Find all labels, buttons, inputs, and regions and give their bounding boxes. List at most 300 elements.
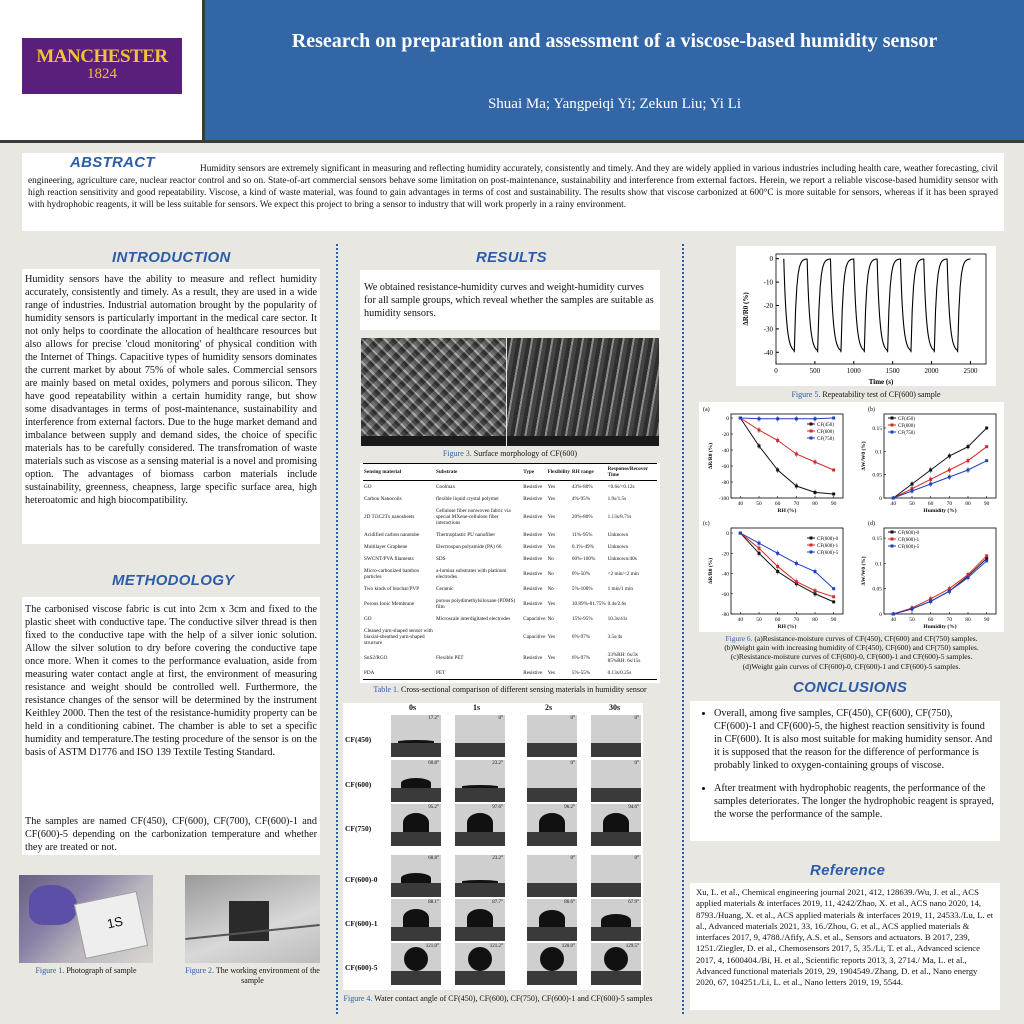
panel-label: (b) — [868, 407, 875, 413]
figure2-num: Figure 2. — [185, 966, 215, 975]
figure6a-chart — [699, 402, 851, 514]
angle-value: 0° — [634, 856, 639, 861]
comparison-table — [363, 463, 657, 680]
table-cell: Multilayer Graphene — [364, 544, 408, 550]
angle-value: 0° — [570, 716, 575, 721]
sample-label: CF(600)-1 — [345, 919, 378, 928]
droplet-image — [527, 804, 577, 846]
substrate — [591, 743, 641, 757]
methodology-text1: The carbonised viscose fabric is cut into 2cm x 3cm and fixed to the plastic sheet with conductive tape. The conductive silver thread is then fixed to the conductive tape with the help of a silver ionic solution. Allow the silver solution to dry before covering the conductive tape once more. When it comes to the performance evaluation, aside from measuring water contact angle at first, the environment of measuring resistance and weight should be controlled well. Furthermore, the resistance changes of the sensor will be determined by the instrument Keithley 2000. Then the test of the resistance-humidity property can be held in a conditioning cabinet. The chamber is able to set a specific humidity and temperature.The testing procedure of the sensor is on the basis of ASTM D1776 and ISO 139 Textile Testing Standard. — [25, 604, 317, 758]
table-cell: Cleaned yarn-shaped sensor with biaxial-sheathed yarn-shaped structure — [364, 628, 433, 646]
y-tick-label: -80 — [721, 612, 729, 618]
header-banner — [205, 0, 1024, 143]
data-point — [985, 554, 988, 557]
angle-value: 97.6° — [492, 805, 503, 810]
angle-value: 87.7° — [492, 900, 503, 905]
y-tick-label: 0.05 — [872, 586, 882, 593]
legend-label: CF(750) — [898, 431, 915, 436]
table-cell: Resistive — [523, 514, 543, 520]
table-cell: <0.6s/<0.12s — [607, 484, 635, 490]
y-tick-label: -60 — [721, 591, 729, 598]
table-cell: Capacitive — [523, 634, 546, 640]
droplet-image — [591, 804, 641, 846]
angle-value: 95.2° — [428, 805, 439, 810]
substrate — [527, 927, 577, 941]
table-row — [363, 529, 657, 541]
table-cell: SDS — [436, 556, 446, 562]
conclusions-heading: CONCLUSIONS — [793, 679, 908, 696]
angle-value: 96.2° — [564, 805, 575, 810]
droplet-image — [391, 804, 441, 846]
conclusion-item: • After treatment with hydrophobic reagents, the performance of the samples deteriorates. The longer the hydrophobic reagent is sprayed, the worse the performance of the sample. — [714, 782, 994, 821]
x-tick-label: 70 — [793, 501, 800, 507]
droplet-image — [391, 943, 441, 985]
droplet-image — [527, 855, 577, 897]
x-tick-label: 90 — [830, 617, 837, 623]
substrate — [391, 788, 441, 802]
legend-marker — [891, 538, 894, 541]
x-tick-label: 40 — [737, 501, 744, 507]
droplet-image — [455, 804, 505, 846]
y-tick-label: -40 — [763, 348, 773, 357]
substrate — [527, 971, 577, 985]
droplet-image — [591, 943, 641, 985]
x-tick-label: 50 — [909, 501, 915, 507]
table-cell: Yes — [546, 667, 570, 680]
substrate — [391, 927, 441, 941]
x-tick-label: 80 — [965, 501, 971, 507]
droplet-image — [527, 715, 577, 757]
series-line — [893, 556, 986, 614]
legend-label: CF(450) — [817, 423, 834, 428]
droplet — [604, 947, 628, 971]
droplet — [539, 813, 565, 832]
droplet-image — [527, 943, 577, 985]
table1-caption — [360, 685, 660, 695]
data-point — [739, 532, 742, 535]
y-tick-label: 0.1 — [875, 449, 882, 456]
figure6-line1: (a)Resistance-moisture curves of CF(450), CF(600) and CF(750) samples. — [754, 634, 978, 643]
angle-value: 23.2° — [492, 761, 503, 766]
angle-value: 120.0° — [561, 944, 575, 949]
figure5-num: Figure 5. — [791, 390, 821, 399]
legend-label: CF(600)-1 — [898, 538, 920, 543]
y-tick-label: 0 — [879, 496, 882, 502]
table-row — [363, 613, 657, 625]
substrate — [591, 927, 641, 941]
x-tick-label: 80 — [812, 617, 818, 623]
table-row — [363, 541, 657, 553]
table-cell: Resistive — [522, 667, 546, 680]
table-cell: porous polydimethylsiloxane (PDMS) film — [436, 598, 516, 610]
table-cell: 20%-80% — [571, 514, 593, 520]
figure3-sem-right — [507, 338, 659, 446]
droplet — [398, 740, 434, 743]
table-row — [363, 667, 657, 680]
figure6d-chart — [852, 516, 1004, 630]
y-axis-label: ΔR/R0 (%) — [742, 292, 750, 326]
legend-label: CF(450) — [898, 417, 915, 422]
table-cell: Microscale interdigitated electrodes — [436, 616, 511, 622]
droplet-image — [391, 899, 441, 941]
droplet — [462, 785, 498, 788]
legend-label: CF(600)-5 — [817, 551, 839, 556]
y-tick-label: -30 — [763, 325, 773, 334]
droplet-image — [391, 855, 441, 897]
angle-value: 17.2° — [428, 716, 439, 721]
panel-label: (d) — [868, 521, 875, 527]
table-cell: Yes — [547, 601, 555, 607]
figure5-chart — [736, 246, 996, 386]
conclusions-panel — [690, 701, 1000, 841]
x-axis-label: Humidity (%) — [923, 624, 957, 630]
droplet-image — [455, 715, 505, 757]
table-row — [363, 553, 657, 565]
data-point — [985, 559, 988, 562]
legend-label: CF(750) — [817, 437, 834, 442]
angle-value: 0° — [634, 716, 639, 721]
x-tick-label: 40 — [890, 617, 897, 623]
y-tick-label: -10 — [763, 278, 773, 287]
substrate — [391, 743, 441, 757]
substrate — [455, 743, 505, 757]
x-tick-label: 500 — [809, 367, 821, 375]
angle-value: 0° — [570, 761, 575, 766]
droplet — [467, 813, 493, 832]
legend-label: CF(600)-0 — [898, 531, 920, 536]
table-cell: 2D Ti3C2Tx nanosheets — [364, 514, 415, 520]
y-tick-label: -80 — [721, 480, 729, 486]
data-point — [832, 587, 835, 590]
table-cell: Unknown/40s — [607, 556, 637, 562]
table-row — [363, 481, 657, 494]
figure4-text: Water contact angle of CF(450), CF(600), CF(750), CF(600)-1 and CF(600)-5 samples — [374, 994, 653, 1003]
droplet-image — [391, 760, 441, 802]
y-tick-label: 0 — [769, 255, 773, 264]
droplet — [403, 909, 429, 927]
table-cell: a-lumina substrates with platinum electrodes — [436, 568, 507, 580]
table-cell: 1 min/1 min — [607, 586, 634, 592]
table-cell: Yes — [547, 496, 555, 502]
legend-marker — [891, 417, 894, 420]
table-cell: Yes — [547, 634, 555, 640]
angle-value: 94.6° — [628, 805, 639, 810]
data-point — [739, 417, 742, 420]
angle-value: 121.2° — [489, 944, 503, 949]
x-axis-label: RH (%) — [777, 624, 797, 630]
figure1-photo — [19, 875, 153, 963]
sem-weave — [361, 338, 506, 446]
figure6-panel — [699, 402, 1004, 632]
substrate — [391, 832, 441, 846]
droplet — [603, 813, 629, 832]
sample-label: CF(600)-0 — [345, 875, 378, 884]
x-axis-label: RH (%) — [777, 508, 797, 514]
authors: Shuai Ma; Yangpeiqi Yi; Zekun Liu; Yi Li — [487, 96, 742, 112]
droplet-image — [455, 855, 505, 897]
data-point — [985, 445, 988, 448]
table-cell: flexible liquid crystal polymer — [436, 496, 499, 502]
table1-num: Table 1. — [373, 685, 400, 694]
y-tick-label: 0 — [879, 612, 882, 618]
figure5-caption — [736, 390, 996, 400]
angle-value: 60.8° — [428, 761, 439, 766]
y-tick-label: -40 — [721, 448, 729, 454]
time-label: 2s — [545, 703, 553, 712]
table-cell: No — [547, 556, 554, 562]
y-tick-label: 0 — [726, 531, 729, 538]
table-header-cell: RH range — [571, 464, 607, 481]
x-tick-label: 40 — [890, 501, 897, 507]
table-cell: 60%-100% — [571, 556, 596, 562]
table-cell: Coolmax — [436, 484, 456, 490]
y-axis-label: ΔW/W0 (%) — [861, 441, 867, 471]
legend-marker — [810, 437, 813, 440]
table-cell: Unknown — [607, 544, 629, 550]
table-row — [363, 505, 657, 529]
x-tick-label: 0 — [774, 367, 778, 375]
table-row — [363, 649, 657, 667]
substrate — [455, 971, 505, 985]
time-label: 0s — [409, 703, 417, 712]
angle-value: 121.0° — [425, 944, 439, 949]
x-tick-label: 50 — [909, 617, 915, 623]
x-tick-label: 90 — [983, 501, 990, 507]
table-cell: 0.13s/0.25s — [607, 667, 657, 680]
series-line — [893, 561, 986, 614]
droplet — [540, 947, 564, 971]
table-cell: 0.4s/2.6s — [607, 601, 627, 607]
abstract-text — [28, 163, 998, 211]
droplet-image — [527, 899, 577, 941]
droplet-image — [455, 760, 505, 802]
table-cell: Micro-carbonized bamboo particles — [364, 568, 420, 580]
reference-panel — [690, 883, 1000, 1010]
data-point — [892, 497, 895, 500]
series-line — [893, 558, 986, 614]
figure6-num: Figure 6. — [725, 634, 753, 643]
table-cell: Resistive — [523, 484, 543, 490]
time-label: 1s — [473, 703, 481, 712]
table-cell: GO — [364, 484, 372, 490]
figure4-num: Figure 4. — [343, 994, 373, 1003]
y-axis-label: ΔR/R0 (%) — [708, 442, 714, 470]
substrate — [391, 883, 441, 897]
header-logo-area — [0, 0, 205, 143]
table-row — [363, 565, 657, 583]
droplet — [539, 910, 565, 927]
figure2-photo — [185, 875, 320, 963]
droplet-image — [527, 760, 577, 802]
data-point — [832, 600, 835, 603]
table-header-cell: Type — [522, 464, 546, 481]
substrate — [591, 832, 641, 846]
figure2-caption — [185, 966, 320, 986]
legend-label: CF(600) — [898, 424, 915, 429]
figure6b-chart — [852, 402, 1004, 514]
x-tick-label: 1000 — [846, 367, 861, 375]
substrate — [455, 927, 505, 941]
series-line — [893, 461, 986, 498]
sample-label: CF(600)-5 — [345, 963, 378, 972]
legend-marker — [810, 423, 813, 426]
x-tick-label: 1500 — [885, 367, 900, 375]
droplet-image — [591, 760, 641, 802]
legend-label: CF(600)-1 — [817, 544, 839, 549]
table-cell: No — [547, 616, 554, 622]
table-cell: 10.3s/41s — [607, 616, 628, 622]
data-point — [892, 613, 895, 616]
table-header-cell: Sensing material — [363, 464, 435, 481]
figure3-text: Surface morphology of CF(600) — [473, 449, 578, 458]
introduction-heading: INTRODUCTION — [112, 249, 231, 266]
table1-text: Cross-sectional comparison of different sensing materials in humidity sensor — [401, 685, 647, 694]
y-tick-label: -20 — [763, 301, 773, 310]
logo-line1: MANCHESTER — [36, 46, 168, 67]
y-tick-label: -100 — [718, 496, 729, 502]
table-cell: 6%-97% — [571, 634, 591, 640]
table-cell: Resistive — [523, 544, 543, 550]
x-tick-label: 70 — [946, 617, 953, 623]
data-point — [832, 469, 835, 472]
x-tick-label: 70 — [793, 617, 800, 623]
x-tick-label: 2500 — [963, 367, 978, 375]
substrate — [591, 788, 641, 802]
figure6-line3: (c)Resistance-moisture curves of CF(600)-0, CF(600)-1 and CF(600)-5 samples. — [730, 652, 973, 662]
legend-marker — [891, 424, 894, 427]
y-tick-label: 0.15 — [872, 536, 882, 543]
legend-label: CF(600)-5 — [898, 545, 920, 550]
table-cell: No — [547, 586, 554, 592]
methodology-text2: The samples are named CF(450), CF(600), CF(700), CF(600)-1 and CF(600)-5 depending on the carbonization temperature and whether they are treated or not. — [25, 816, 317, 853]
table-cell: Unknown — [607, 532, 629, 538]
x-tick-label: 80 — [812, 501, 818, 507]
legend-marker — [810, 551, 813, 554]
droplet-image — [455, 899, 505, 941]
droplet — [401, 778, 431, 788]
table-cell: 4%-95% — [571, 496, 591, 502]
results-text: We obtained resistance-humidity curves and weight-humidity curves for all sample groups, which reveal whether the samples are suitable as humidity sensors. — [364, 282, 654, 319]
abstract-body: Humidity sensors are extremely significant in measuring and reflecting humidity accurately, consistently and timely. And they are widely applied in various industries including health care, weather forecasting, civil engineering, agriculture care, nuclear reactor control and so on. State-of-art commercial sensors behave some limitation on post-maintenance, sustainability and interference from external factors. Herein, we report a reliable viscose-based humidity sensor with high reaction sensitivity and good repeatability. Viscose, a kind of waste material, was found to gain advantages in terms of cost and sustainability. The results show that viscose carbonized at 600°C is more suitable for sensors, whereas if it has been sprayed with hydrophobic reagents, it will be less suitable for sensors. We expect this project to bring a sensor to industry that will work properly in a rainy environment. — [28, 164, 998, 210]
y-tick-label: -20 — [721, 551, 729, 558]
divider-right — [682, 244, 684, 1014]
y-tick-label: 0.1 — [875, 561, 882, 568]
droplet — [401, 873, 431, 883]
figure5-panel — [736, 246, 996, 386]
table-cell: 1.9s/1.5s — [607, 496, 627, 502]
substrate — [527, 788, 577, 802]
angle-value: 129.5° — [625, 944, 639, 949]
table1-panel — [360, 463, 660, 683]
logo-line2: 1824 — [87, 66, 117, 82]
legend-marker — [891, 431, 894, 434]
figure6-line2: (b)Weight gain with increasing humidity of CF(450), CF(600) and CF(750) samples. — [724, 643, 979, 653]
droplet-image — [391, 715, 441, 757]
data-point — [832, 493, 835, 496]
table-cell: Resistive — [523, 571, 543, 577]
table-header-row — [363, 464, 657, 481]
table-row — [363, 625, 657, 649]
angle-value: 60.8° — [428, 856, 439, 861]
table-cell: 43%-80% — [571, 484, 593, 490]
x-tick-label: 2000 — [924, 367, 939, 375]
x-tick-label: 60 — [927, 501, 934, 507]
table-cell: PDA — [363, 667, 435, 680]
y-tick-label: -20 — [721, 432, 729, 438]
series-line — [740, 533, 833, 597]
substrate — [527, 883, 577, 897]
y-tick-label: -60 — [721, 464, 729, 470]
series-line — [784, 259, 971, 353]
table-cell: Resistive — [523, 532, 543, 538]
substrate — [455, 788, 505, 802]
substrate — [455, 883, 505, 897]
table-row — [363, 595, 657, 613]
figure1-caption — [19, 966, 153, 976]
legend-marker — [810, 544, 813, 547]
table-cell: Yes — [547, 484, 555, 490]
figure3-caption — [361, 449, 659, 459]
droplet — [462, 880, 498, 883]
methodology-heading: METHODOLOGY — [112, 572, 235, 589]
data-point — [832, 417, 835, 420]
table-cell: 6%-97% — [571, 655, 591, 661]
angle-value: 67.9° — [628, 900, 639, 905]
x-tick-label: 60 — [774, 617, 781, 623]
table-cell: Porous Ionic Membrane — [364, 601, 415, 607]
table-cell: 33%RH: 6s/3s 85%RH: 6s/15s — [607, 652, 641, 664]
sample-label: 1S — [105, 913, 125, 932]
data-point — [985, 459, 988, 462]
x-tick-label: 90 — [830, 501, 837, 507]
table-cell: 5%-55% — [571, 667, 607, 680]
abstract-heading: ABSTRACT — [70, 154, 155, 171]
table-cell: SnS2/RGO — [364, 655, 388, 661]
table-cell: 1.13s/8.71s — [607, 514, 632, 520]
table-cell: <2 min/<2 min — [607, 571, 639, 577]
droplet-image — [591, 855, 641, 897]
figure6c-chart — [699, 516, 851, 630]
table-cell: Yes — [547, 655, 555, 661]
table-cell: 0.1%-49% — [571, 544, 594, 550]
legend-marker — [810, 430, 813, 433]
data-point — [985, 427, 988, 430]
x-tick-label: 60 — [927, 617, 934, 623]
x-tick-label: 50 — [756, 617, 762, 623]
table-cell: Carbon Nanocoils — [364, 496, 402, 502]
substrate — [527, 832, 577, 846]
y-tick-label: 0.15 — [872, 426, 882, 432]
table-cell: Resistive — [523, 556, 543, 562]
legend-marker — [891, 531, 894, 534]
figure3-sem-left — [361, 338, 506, 446]
table-cell: Flexible PET — [436, 655, 464, 661]
legend-marker — [891, 545, 894, 548]
table-cell: GO — [364, 616, 372, 622]
substrate — [591, 883, 641, 897]
series-line — [740, 418, 833, 419]
table-cell: 5%-100% — [571, 586, 593, 592]
sample-label: CF(600) — [345, 780, 372, 789]
figure4-caption — [343, 994, 653, 1004]
table-cell: 3.5s/4s — [607, 634, 623, 640]
droplet-image — [455, 943, 505, 985]
x-axis-label: Time (s) — [868, 378, 894, 386]
conclusion-item: • Overall, among five samples, CF(450), CF(600), CF(750), CF(600)-1 and CF(600)-5, the highest reaction sensitivity is found in CF(600). It is also most suitable for making humidity sensor. And it is supposed that the reason for the difference of performance is probably linked to oxygen-containing groups of viscose. — [714, 707, 994, 772]
reference-heading: Reference — [810, 862, 886, 879]
table-body — [363, 481, 657, 680]
divider-left — [336, 244, 338, 1014]
